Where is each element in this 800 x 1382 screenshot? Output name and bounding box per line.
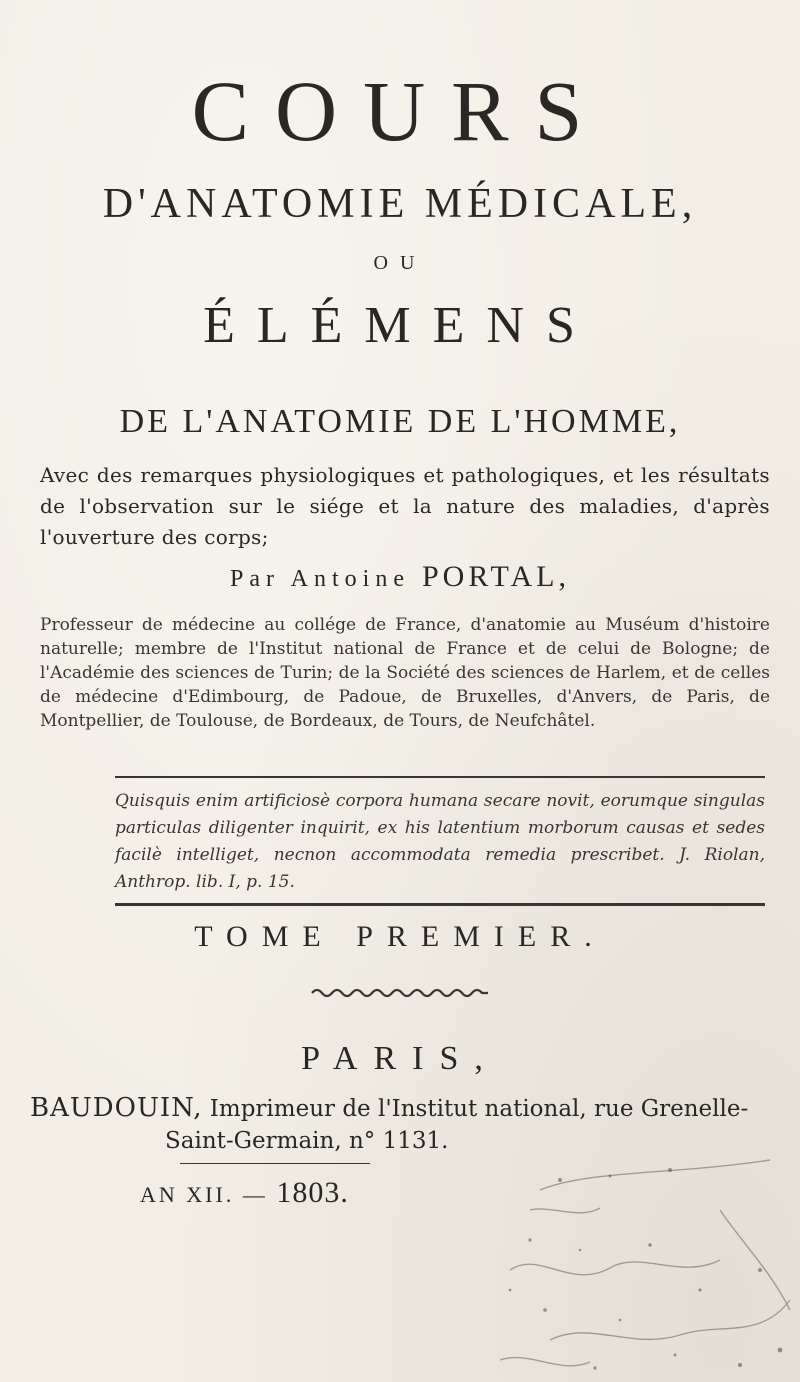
epigraph: Quisquis enim artificiosè corpora humana secare novit, eorumque singulas particulas diligenter inquirit, ex his latentium morborum causas et sedes facilè intelliget, necnon accommodata remedia prescribet. J. Riolan, Anthrop. lib. I, p. 15. <box>115 791 765 892</box>
date-year: 1803. <box>276 1176 349 1209</box>
subtitle: D'ANATOMIE MÉDICALE, <box>102 181 698 227</box>
imprint-rule <box>180 1163 370 1164</box>
epigraph-rule-top <box>115 776 765 778</box>
date-prefix: AN XII. — <box>140 1182 268 1207</box>
volume-label: TOME PREMIER. <box>194 920 606 953</box>
printer-name: BAUDOUIN, <box>30 1093 203 1123</box>
imprint-date <box>140 1176 349 1210</box>
author-credentials: Professeur de médecine au collége de France, d'anatomie au Muséum d'histoire naturelle; membre de l'Institut national de France et de celui de Bologne; de l'Académie des sciences de Turin; de la Société des sciences de Harlem, et de celles de médecine d'Edimbourg, de Padoue, de Bruxelles, d'Anvers, de Paris, de Montpellier, de Toulouse, de Bordeaux, de Tours, de Neufchâtel. <box>40 615 770 731</box>
foxing-stain-icon <box>470 1150 800 1382</box>
printer-line1: Imprimeur de l'Institut national, rue Grenelle- <box>202 1096 749 1122</box>
epigraph-rule-bottom <box>115 903 765 906</box>
ornament-divider <box>0 985 800 1004</box>
author-line <box>0 560 800 594</box>
alternate-title: ÉLÉMENS <box>203 297 597 354</box>
main-title: COURS <box>191 63 609 159</box>
conjunction-ou: OU <box>373 252 427 274</box>
imprint-city: PARIS, <box>301 1040 499 1077</box>
author-prefix: Par Antoine <box>230 566 410 592</box>
wavy-ornament-icon <box>310 986 490 1000</box>
printer-info <box>30 1092 790 1157</box>
printer-line2: Saint-Germain, n° 1131. <box>165 1128 449 1154</box>
alternate-subtitle: DE L'ANATOMIE DE L'HOMME, <box>119 403 681 440</box>
intro-paragraph: Avec des remarques physiologiques et pathologiques, et les résultats de l'observation sur le siége et la nature des maladies, d'après l'ouverture des corps; <box>40 463 770 549</box>
author-name: PORTAL, <box>422 560 570 593</box>
